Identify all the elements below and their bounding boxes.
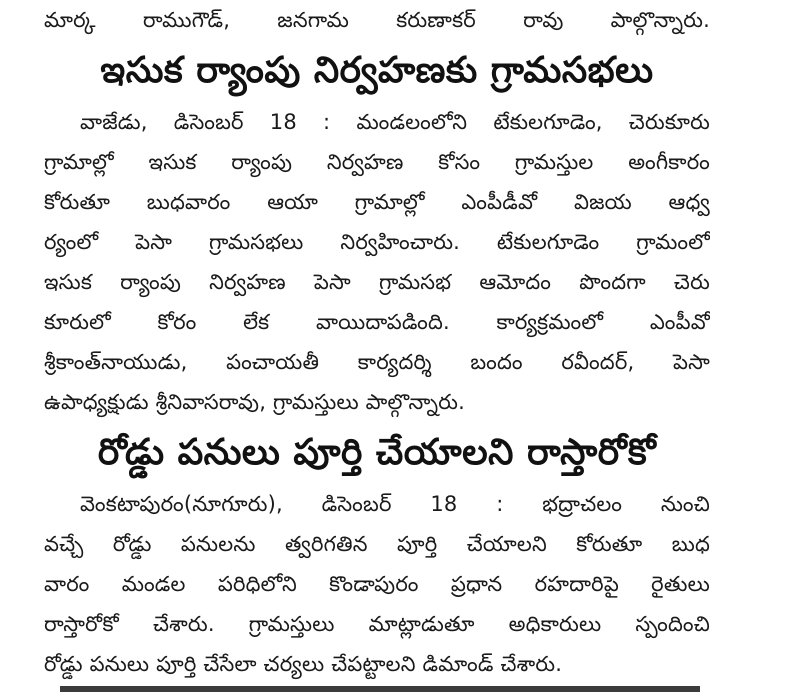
story2-line: రాస్తారోకో చేశారు. గ్రామస్తులు మాట్లాడుతూ అధికారులు స్పందించి (44, 612, 710, 636)
story1-line: శ్రీకాంత్‌నాయుడు, పంచాయతీ కార్యదర్శి బందం రవీందర్, పెసా (44, 350, 710, 374)
story1-line: గ్రామాల్లో ఇసుక ర్యాంపు నిర్వహణ కోసం గ్రామస్తుల అంగీకారం (44, 150, 710, 174)
story2-body (44, 484, 710, 684)
story1-line: కూరులో కోరం లేక వాయిదాపడింది. కార్యక్రమంలో ఎంపీవో (44, 310, 710, 334)
story1-body (44, 102, 710, 422)
story1-line: ర్యంలో పెసా గ్రామసభలు నిర్వహించారు. టేకులగూడెం గ్రామంలో (44, 230, 710, 254)
story1-line: ఉపాధ్యక్షుడు శ్రీనివాసరావు, గ్రామస్తులు పాల్గొన్నారు. (44, 390, 466, 414)
story2-line: రోడ్డు పనులు పూర్తి చేసేలా చర్యలు చేపట్టాలని డిమాండ్ చేశారు. (44, 652, 563, 676)
story2-line: వెంకటాపురం(నూగూరు), డిసెంబర్ 18 : భద్రాచలం నుంచి (80, 492, 710, 516)
story1-line: కోరుతూ బుధవారం ఆయా గ్రామాల్లో ఎంపీడీవో విజయ ఆధ్వ (44, 190, 710, 214)
story2-line: వచ్చే రోడ్డు పనులను త్వరిగతిన పూర్తి చేయాలని కోరుతూ బుధ (44, 532, 710, 556)
story2-headline: రోడ్డు పనులు పూర్తి చేయాలని రాస్తారోకో (97, 432, 657, 473)
article-column (44, 0, 710, 684)
story2-line: వారం మండల పరిధిలోని కొండాపురం ప్రధాన రహదారిపై రైతులు (44, 572, 710, 596)
story1-line: ఇసుక ర్యాంపు నిర్వహణ పెసా గ్రామసభ ఆమోదం పొందగా చెరు (44, 270, 710, 294)
story1-headline: ఇసుక ర్యాంపు నిర్వహణకు గ్రామసభలు (100, 50, 654, 91)
cut-off-headline-fragment (60, 686, 700, 700)
story1-line: వాజేడు, డిసెంబర్ 18 : మండలంలోని టేకులగూడెం, చెరుకూరు (80, 110, 710, 134)
continued-text-line: మార్క రాముగౌడ్, జనగామ కరుణాకర్ రావు పాల్గొన్నారు. (44, 8, 710, 32)
